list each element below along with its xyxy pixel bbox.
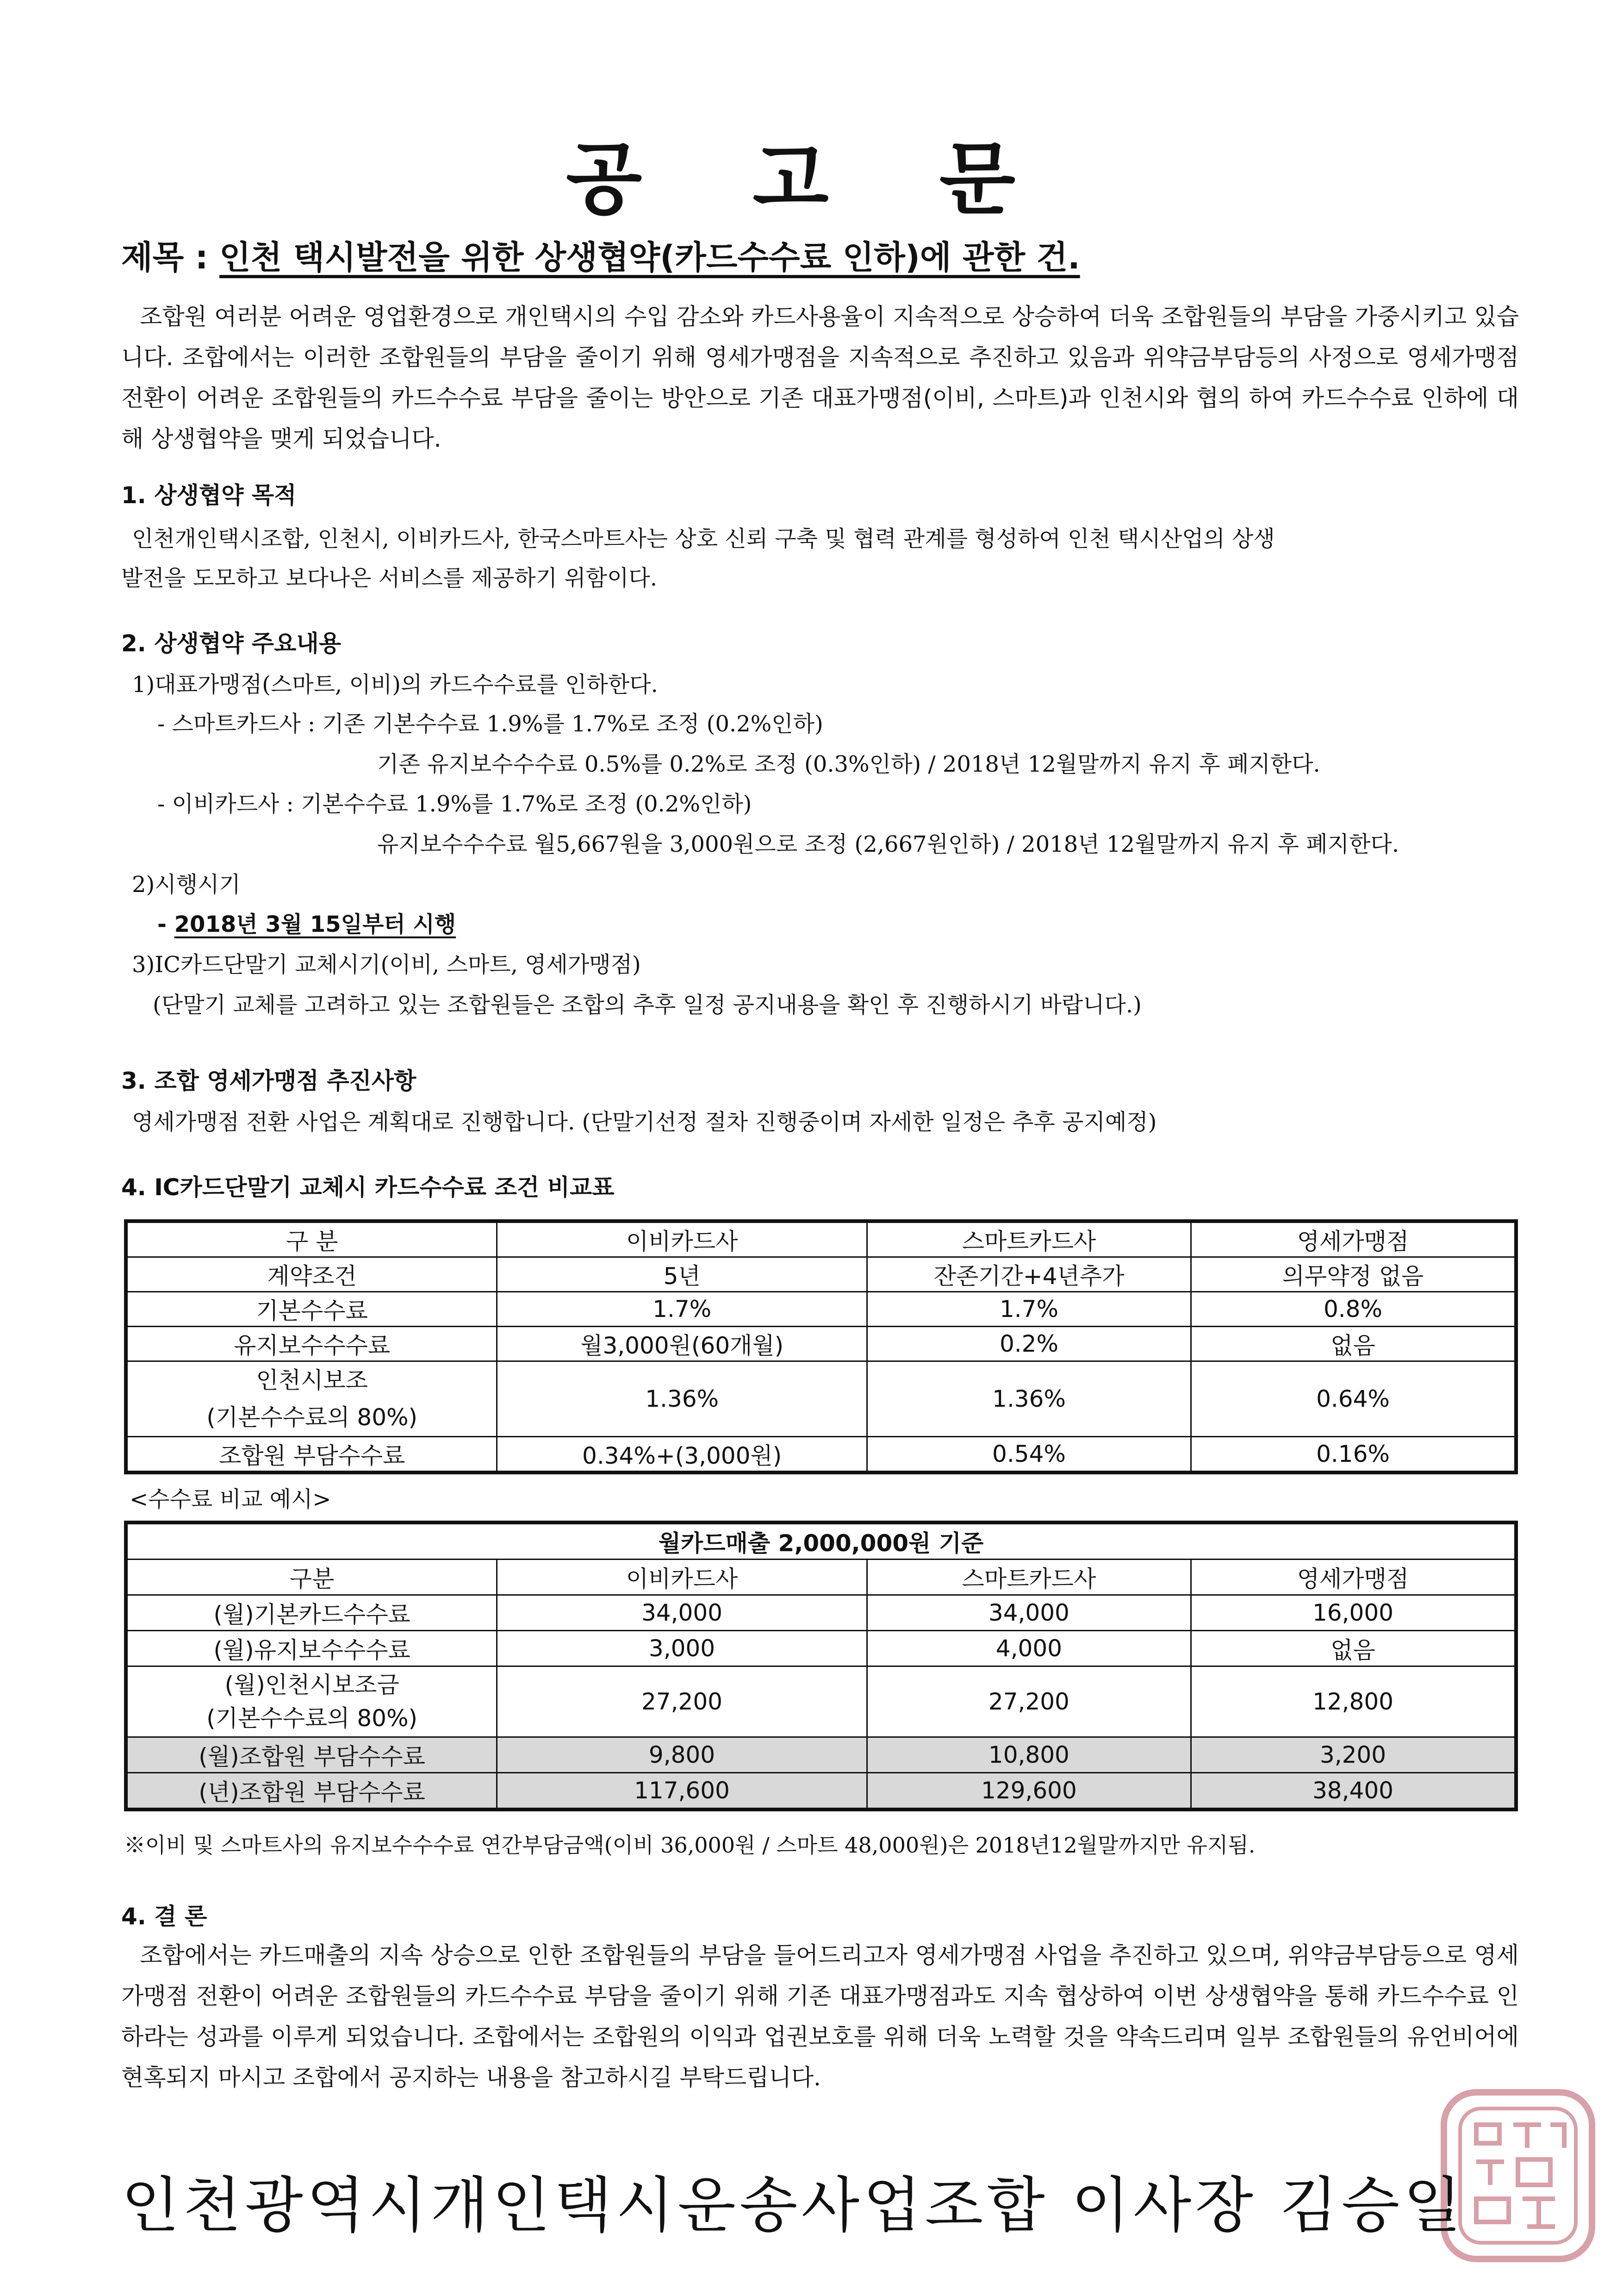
table-cell: 1.7% xyxy=(497,1292,867,1327)
table-cell: 3,000 xyxy=(497,1631,867,1666)
table-header-cell: 구 분 xyxy=(126,1221,497,1257)
section1-line2: 발전을 도모하고 보다나은 서비스를 제공하기 위함이다. xyxy=(121,565,658,591)
table-cell: 27,200 xyxy=(867,1666,1191,1737)
table-row xyxy=(126,1437,1516,1473)
table-row xyxy=(126,1257,1516,1292)
table-header-cell: 이비카드사 xyxy=(497,1560,867,1595)
table-cell: 34,000 xyxy=(867,1595,1191,1631)
table-header-cell: 스마트카드사 xyxy=(867,1221,1191,1257)
table-cell: 잔존기간+4년추가 xyxy=(867,1257,1191,1292)
document-title: 공 고 문 xyxy=(566,133,1057,225)
table-row xyxy=(126,1327,1516,1361)
subject-prefix: 제목 : xyxy=(121,238,219,276)
document-subject xyxy=(121,231,1080,278)
table-cell: 4,000 xyxy=(867,1631,1191,1666)
table-cell: 1.36% xyxy=(497,1361,867,1437)
table-cell: (월)유지보수수수료 xyxy=(126,1631,497,1666)
table-cell xyxy=(126,1361,497,1437)
table-cell: 34,000 xyxy=(497,1595,867,1631)
table-cell: 1.7% xyxy=(867,1292,1191,1327)
section3-line: 영세가맹점 전환 사업은 계획대로 진행합니다. (단말기선정 절차 진행중이며 자세한 일정은 추후 공지예정) xyxy=(132,1109,1157,1135)
fee-comparison-table xyxy=(124,1219,1518,1474)
section4-heading: 4. IC카드단말기 교체시 카드수수료 조건 비교표 xyxy=(121,1174,615,1201)
table-row xyxy=(126,1595,1516,1631)
table-cell: 16,000 xyxy=(1191,1595,1516,1631)
table-header-row xyxy=(126,1560,1516,1595)
table-cell: 0.54% xyxy=(867,1437,1191,1473)
table-cell: 1.36% xyxy=(867,1361,1191,1437)
table-cell: 없음 xyxy=(1191,1327,1516,1361)
section1-line1: 인천개인택시조합, 인천시, 이비카드사, 한국스마트사는 상호 신뢰 구축 및 협력 관계를 형성하여 인천 택시산업의 상생 xyxy=(132,526,1275,552)
table-row xyxy=(126,1737,1516,1773)
table-cell: 없음 xyxy=(1191,1631,1516,1666)
table-cell: 계약조건 xyxy=(126,1257,497,1292)
section2-heading: 2. 상생협약 주요내용 xyxy=(121,630,341,657)
table-row xyxy=(126,1666,1516,1737)
table-cell: 기본수수료 xyxy=(126,1292,497,1327)
table-cell: 3,200 xyxy=(1191,1737,1516,1773)
intro-paragraph: 조합원 여러분 어려운 영업환경으로 개인택시의 수입 감소와 카드사용율이 지속적으로 상승하여 더욱 조합원들의 부담을 가중시키고 있습니다. 조합에서는 이러한 조합원들의 부담을 줄이기 위해 영세가맹점을 지속적으로 추진하고 있음과 위약금부담등의 사정으로 영세가맹점전환이 어려운 조합원들의 카드수수료 부담을 줄이는 방안으로 기존 대표가맹점(이비, 스마트)과 인천시와 협의 하여 카드수수료 인하에 대해 상생협약을 맺게 되었습니다. xyxy=(121,303,1519,452)
table-header-cell: 영세가맹점 xyxy=(1191,1221,1516,1257)
table-cell: 조합원 부담수수료 xyxy=(126,1437,497,1473)
table-cell: 38,400 xyxy=(1191,1773,1516,1810)
table-cell: 5년 xyxy=(497,1257,867,1292)
table-cell-subline: (기본수수료의 80%) xyxy=(206,1404,418,1431)
table-cell: 0.8% xyxy=(1191,1292,1516,1327)
effective-date xyxy=(157,906,456,938)
table-cell: (년)조합원 부담수수료 xyxy=(126,1773,497,1810)
conclusion-heading: 4. 결 론 xyxy=(121,1903,207,1930)
table-cell: 10,800 xyxy=(867,1737,1191,1773)
section1-heading: 1. 상생협약 목적 xyxy=(121,482,297,509)
table-cell xyxy=(126,1666,497,1737)
table-footnote: ※이비 및 스마트사의 유지보수수수료 연간부담금액(이비 36,000원 / 스마트 48,000원)은 2018년12월말까지만 유지됨. xyxy=(124,1833,1256,1858)
table-cell: 9,800 xyxy=(497,1737,867,1773)
smart-card-line2: 기존 유지보수수수료 0.5%를 0.2%로 조정 (0.3%인하) / 2018년 12월말까지 유지 후 폐지한다. xyxy=(377,751,1320,777)
table-cell: 0.34%+(3,000원) xyxy=(497,1437,867,1473)
conclusion-paragraph: 조합에서는 카드매출의 지속 상승으로 인한 조합원들의 부담을 들어드리고자 영세가맹점 사업을 추진하고 있으며, 위약금부담등으로 영세가맹점 전환이 어려운 조합원들의 카드수수료 부담을 줄이기 위해 기존 대표가맹점과도 지속 협상하여 이번 상생협약을 통해 카드수수료 인하라는 성과를 이루게 되었습니다. 조합에서는 조합원의 이익과 업권보호를 위해 더욱 노력할 것을 약속드리며 일부 조합원들의 유언비어에 현혹되지 마시고 조합에서 공지하는 내용을 참고하시길 부탁드립니다. xyxy=(121,1942,1519,2091)
table-cell: (월)기본카드수수료 xyxy=(126,1595,497,1631)
table-cell: 0.2% xyxy=(867,1327,1191,1361)
table-cell: 0.16% xyxy=(1191,1437,1516,1473)
table-cell-subline: (기본수수료의 80%) xyxy=(206,1705,417,1732)
example-label: <수수료 비교 예시> xyxy=(130,1486,331,1512)
table-header-cell: 구분 xyxy=(126,1560,497,1595)
section2-item3: 3)IC카드단말기 교체시기(이비, 스마트, 영세가맹점) xyxy=(132,952,641,978)
table-cell: 27,200 xyxy=(497,1666,867,1737)
table-cell: 0.64% xyxy=(1191,1361,1516,1437)
subject-text: 인천 택시발전을 위한 상생협약(카드수수료 인하)에 관한 건. xyxy=(219,238,1080,276)
table-header-cell: 영세가맹점 xyxy=(1191,1560,1516,1595)
fee-example-table xyxy=(124,1521,1518,1811)
table-cell: 117,600 xyxy=(497,1773,867,1810)
eb-card-line1: - 이비카드사 : 기본수수료 1.9%를 1.7%로 조정 (0.2%인하) xyxy=(157,791,752,817)
table-cell-line: 인천시보조 xyxy=(256,1367,368,1394)
table-cell: 의무약정 없음 xyxy=(1191,1257,1516,1292)
section2-item1: 1)대표가맹점(스마트, 이비)의 카드수수료를 인하한다. xyxy=(132,672,658,698)
table-cell: 월3,000원(60개월) xyxy=(497,1327,867,1361)
table-cell-line: (월)인천시보조금 xyxy=(224,1672,399,1698)
table-cell: 12,800 xyxy=(1191,1666,1516,1737)
smart-card-line1: - 스마트카드사 : 기존 기본수수료 1.9%를 1.7%로 조정 (0.2%인하) xyxy=(157,711,823,737)
table-row xyxy=(126,1361,1516,1437)
table-row xyxy=(126,1292,1516,1327)
table-row xyxy=(126,1773,1516,1810)
eb-card-line2: 유지보수수수료 월5,667원을 3,000원으로 조정 (2,667원인하) / 2018년 12월말까지 유지 후 폐지한다. xyxy=(377,831,1399,857)
section3-heading: 3. 조합 영세가맹점 추진사항 xyxy=(121,1067,417,1094)
issuer-signature: 인천광역시개인택시운송사업조합 이사장 김승일 xyxy=(121,2170,1465,2240)
section2-item3-note: (단말기 교체를 고려하고 있는 조합원들은 조합의 추후 일정 공지내용을 확인 후 진행하시기 바랍니다.) xyxy=(153,992,1142,1018)
table-cell: 유지보수수수료 xyxy=(126,1327,497,1361)
table-header-cell: 스마트카드사 xyxy=(867,1560,1191,1595)
table-row xyxy=(126,1631,1516,1666)
table-header-cell: 이비카드사 xyxy=(497,1221,867,1257)
table-caption-row xyxy=(126,1522,1516,1560)
table-caption: 월카드매출 2,000,000원 기준 xyxy=(126,1522,1516,1560)
table-cell: (월)조합원 부담수수료 xyxy=(126,1737,497,1773)
section2-item2: 2)시행시기 xyxy=(132,872,241,898)
effective-date-text: 2018년 3월 15일부터 시행 xyxy=(174,911,456,937)
effective-date-dash: - xyxy=(157,911,174,937)
table-cell: 129,600 xyxy=(867,1773,1191,1810)
table-header-row xyxy=(126,1221,1516,1257)
